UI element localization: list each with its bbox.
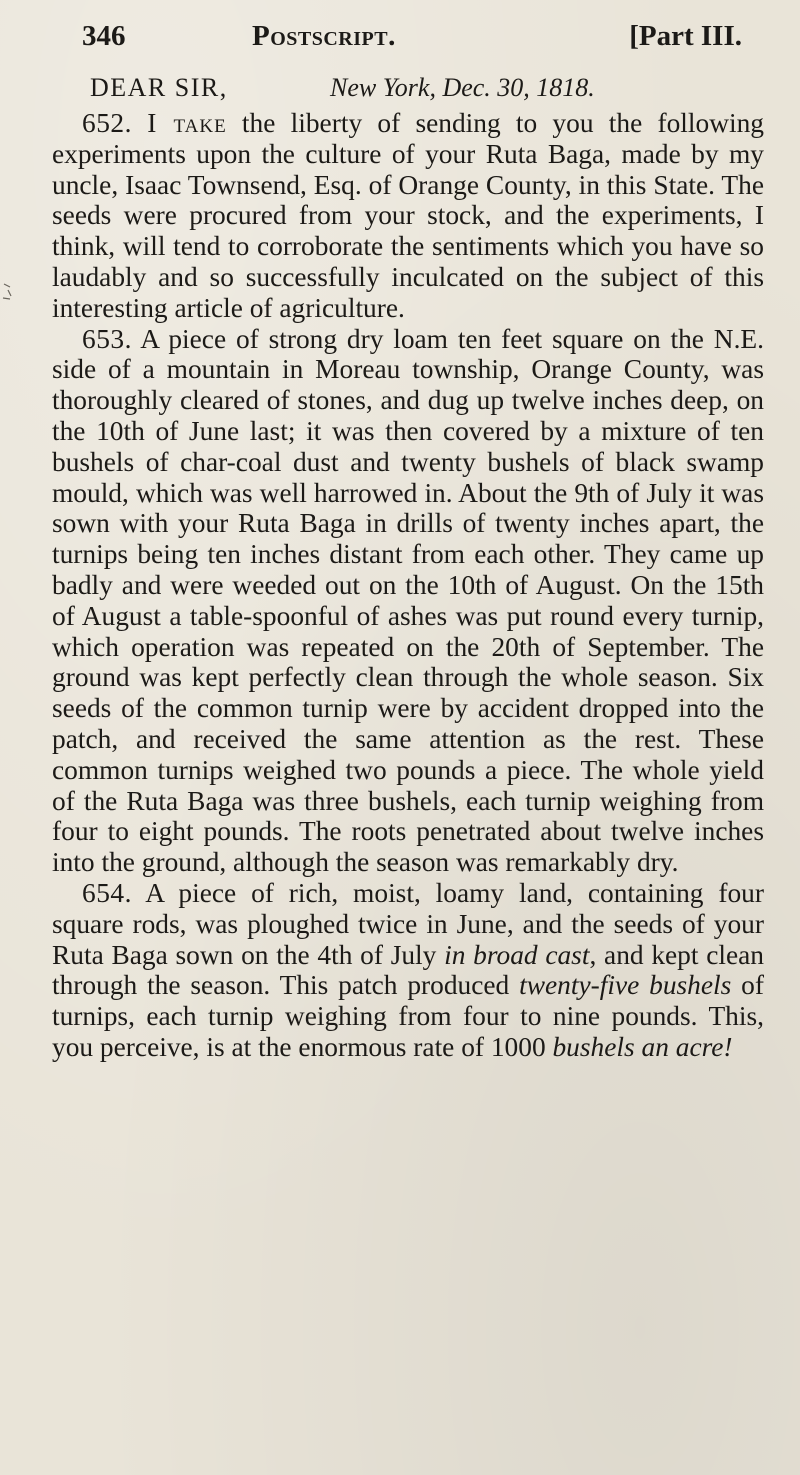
paragraph-text: A piece of strong dry loam ten feet square on the N.E. side of a mountain in Moreau township, Orange County, was thoroughly cleared of stones, and dug up twelve inches deep, on the 10th of June last; it was then covered by a mixture of ten bushels of char-coal dust and twenty bushels of black swamp mould, which was well harrowed in. About the 9th of July it was sown with your Ruta Baga in drills of twenty inches apart, the turnips being ten inches distant from each other. They came up badly and were weeded out on the 10th of August. On the 15th of August a table-spoonful of ashes was put round every turnip, which operation was repeated on the 20th of September. The ground was kept perfectly clean through the whole season. Six seeds of the common turnip were by accident dropped into the patch, and received the same attention as the rest. These common turnips weighed two pounds a piece. The whole yield of the Ruta Baga was three bushels, each turnip weighing from four to eight pounds. The roots penetrated about twelve inches into the ground, although the season was remarkably dry. xyxy=(52,323,764,878)
paragraph-text: the liberty of sending to you the following experiments upon the culture of your Ruta Baga, made by my uncle, Isaac Townsend, Esq. of Orange County, in this State. The seeds were procured from your stock, and the experiments, I think, will tend to corroborate the sentiments which you have so laudably and so successfully inculcated on the subject of this interesting article of agriculture. xyxy=(52,108,764,323)
italic-text: in broad cast xyxy=(444,939,590,970)
paragraph-number: 654. xyxy=(82,877,132,908)
part-label: [Part III. xyxy=(629,20,742,52)
margin-marks xyxy=(0,280,40,330)
paragraph-text: of turnips, each turnip weighing from four to nine pounds. This, you perceive, is at the enormous rate of 1000 xyxy=(52,970,764,1062)
salutation: DEAR SIR, xyxy=(90,73,228,102)
page-number: 346 xyxy=(82,20,126,52)
body-text xyxy=(52,108,764,1063)
paragraph-number: 653. xyxy=(82,323,132,354)
paragraph-number: 652. xyxy=(82,108,132,138)
letter-dateline xyxy=(90,73,750,107)
place-and-date: New York, Dec. 30, 1818. xyxy=(330,73,595,102)
paragraph-lead: I take xyxy=(147,108,227,138)
paragraph-text: , and kept clean through the season. This patch produced xyxy=(52,939,765,1001)
paragraph-654 xyxy=(52,878,764,1063)
running-title: Postscript. xyxy=(252,20,396,52)
paragraph-652 xyxy=(52,108,764,324)
paragraph-653 xyxy=(52,324,764,878)
paragraph-text: A piece of rich, moist, loamy land, containing four square rods, was ploughed twice in June, and the seeds of your Ruta Baga sown on the 4th of July xyxy=(52,877,764,970)
running-header xyxy=(82,20,742,56)
italic-text: twenty-five bushels xyxy=(519,970,732,1001)
italic-text: bushels an acre! xyxy=(552,1031,733,1062)
